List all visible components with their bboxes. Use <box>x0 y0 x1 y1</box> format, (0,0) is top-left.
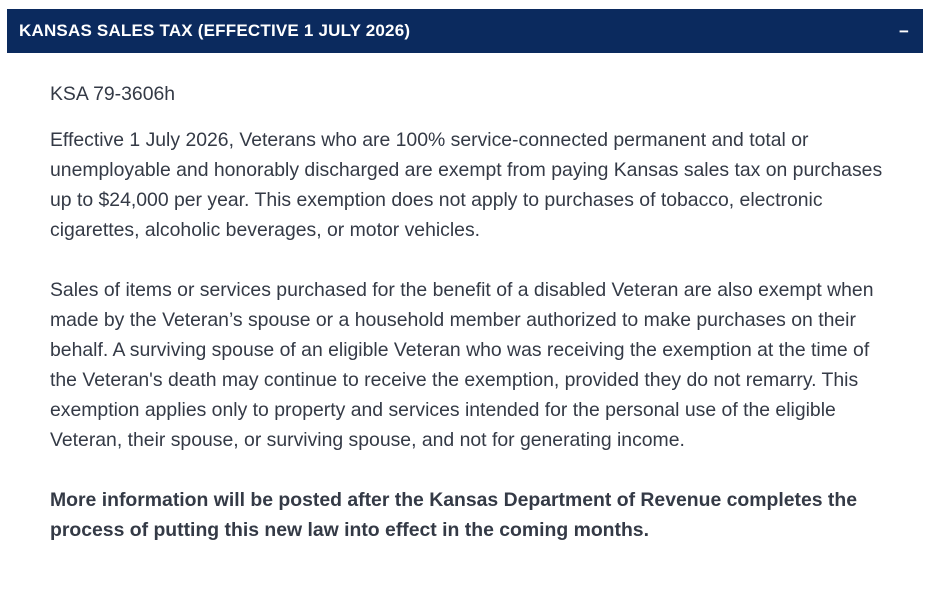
spouse-household-paragraph: Sales of items or services purchased for the benefit of a disabled Veteran are also exempt when made by the Veteran’s spouse or a household member authorized to make purchases on their behalf. A surviving spouse of an eligible Veteran who was receiving the exemption at the time of the Veteran's death may continue to receive the exemption, provided they do not remarry. This exemption applies only to property and services intended for the personal use of the eligible Veteran, their spouse, or surviving spouse, and not for generating income. <box>50 279 874 451</box>
accordion-body <box>7 53 923 545</box>
accordion-header[interactable] <box>7 9 923 53</box>
exemption-paragraph: Effective 1 July 2026, Veterans who are 100% service-connected permanent and total or unemployable and honorably discharged are exempt from paying Kansas sales tax on purchases up to $24,000 per year. This exemption does not apply to purchases of tobacco, electronic cigarettes, alcoholic beverages, or motor vehicles. <box>50 129 883 241</box>
collapse-icon[interactable]: − <box>899 21 909 41</box>
more-information-notice: More information will be posted after the Kansas Department of Revenue completes the process of putting this new law into effect in the coming months. <box>50 489 858 541</box>
accordion-title: KANSAS SALES TAX (EFFECTIVE 1 JULY 2026) <box>19 21 411 40</box>
statute-reference: KSA 79-3606h <box>50 83 176 105</box>
kansas-sales-tax-accordion <box>7 9 923 545</box>
